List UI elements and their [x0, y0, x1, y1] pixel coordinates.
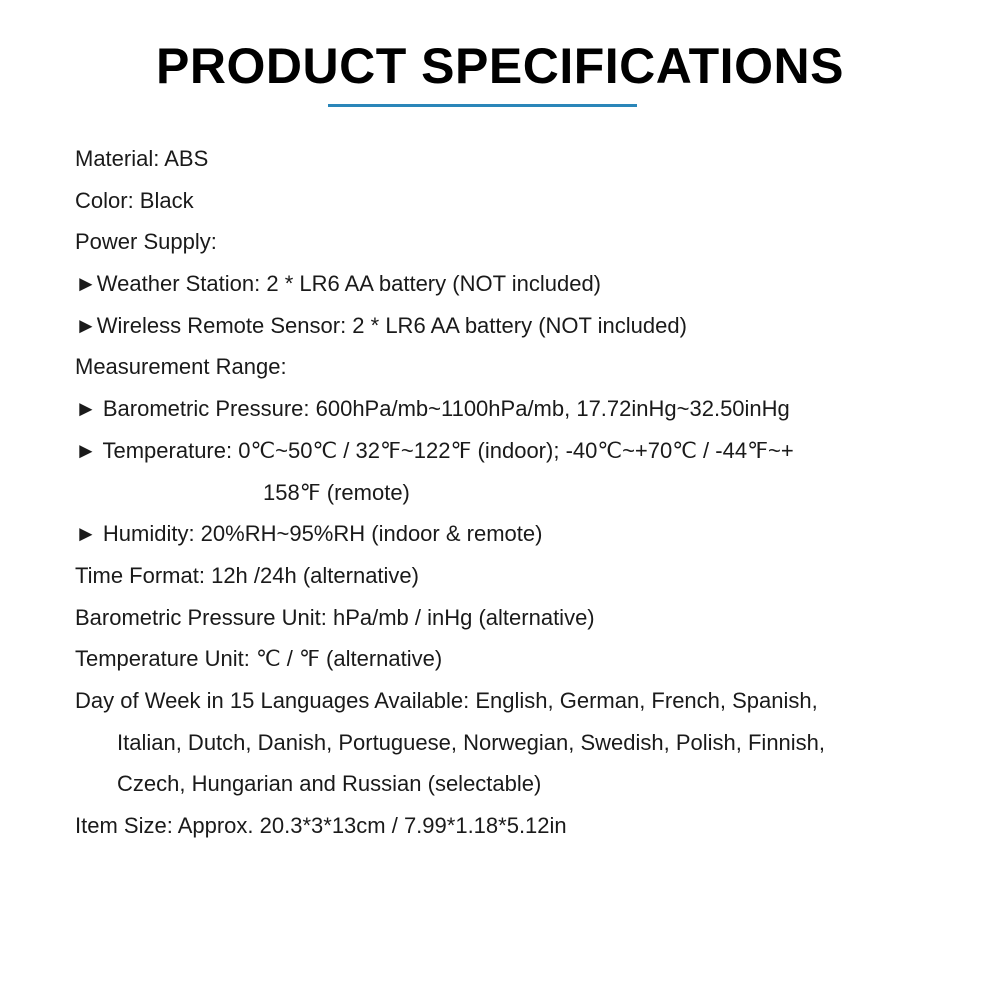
spec-range-humidity: ► Humidity: 20%RH~95%RH (indoor & remote)	[75, 521, 543, 547]
spec-power-remote-sensor: ►Wireless Remote Sensor: 2 * LR6 AA battery (NOT included)	[75, 312, 687, 338]
spec-temperature-unit: Temperature Unit: ℃ / ℉ (alternative)	[75, 646, 443, 672]
spec-languages-continued: Czech, Hungarian and Russian (selectable)	[117, 771, 542, 797]
spec-color: Color: Black	[75, 187, 194, 213]
page-title: PRODUCT SPECIFICATIONS	[156, 38, 844, 94]
spec-range-temperature: ► Temperature: 0℃~50℃ / 32℉~122℉ (indoor); -40℃~+70℃ / -44℉~+	[75, 437, 794, 463]
spec-power-supply-heading: Power Supply:	[75, 229, 217, 255]
spec-time-format: Time Format: 12h /24h (alternative)	[75, 562, 419, 588]
spec-material: Material: ABS	[75, 146, 209, 171]
spec-languages: Day of Week in 15 Languages Available: English, German, French, Spanish,	[75, 687, 818, 713]
specifications-list	[75, 138, 955, 847]
spec-pressure-unit: Barometric Pressure Unit: hPa/mb / inHg (alternative)	[75, 604, 595, 630]
spec-power-weather-station: ►Weather Station: 2 * LR6 AA battery (NOT included)	[75, 271, 602, 297]
spec-languages-continued: Italian, Dutch, Danish, Portuguese, Norwegian, Swedish, Polish, Finnish,	[117, 729, 826, 755]
spec-measurement-range-heading: Measurement Range:	[75, 354, 287, 380]
spec-range-temperature-continued: 158℉ (remote)	[263, 479, 410, 505]
title-underline-divider	[328, 104, 637, 107]
spec-item-size: Item Size: Approx. 20.3*3*13cm / 7.99*1.18*5.12in	[75, 813, 567, 838]
spec-range-pressure: ► Barometric Pressure: 600hPa/mb~1100hPa/mb, 17.72inHg~32.50inHg	[75, 396, 790, 422]
